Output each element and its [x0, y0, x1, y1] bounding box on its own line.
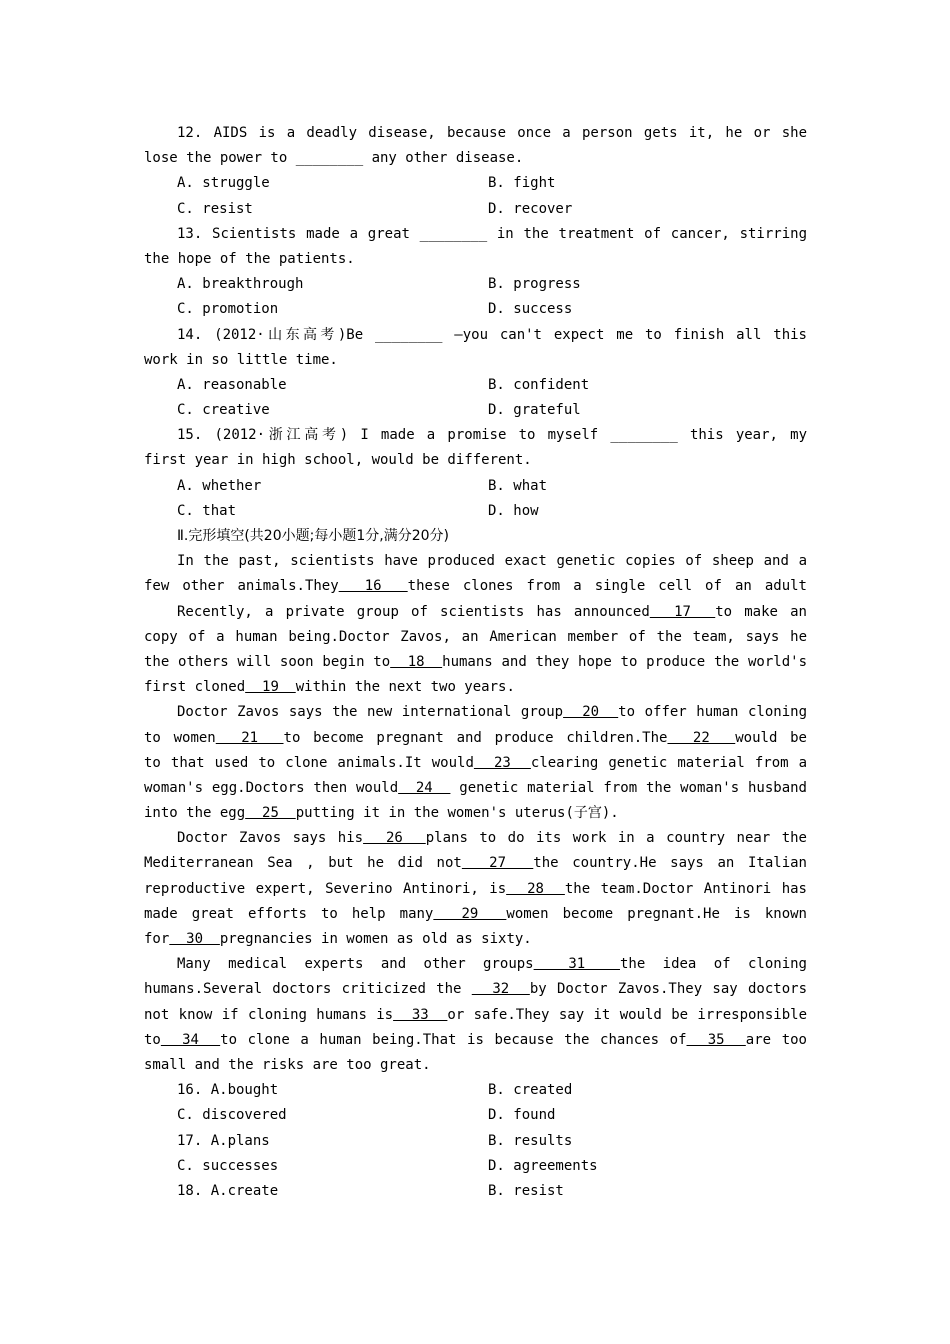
blank-24: 24: [398, 779, 451, 796]
passage-p2-line3: [144, 650, 807, 675]
passage-text: the team.Doctor Antinori has: [564, 880, 807, 897]
q13-options-row2: [144, 297, 807, 322]
passage-text: putting it in the women's uterus(子宫).: [295, 805, 619, 822]
q13-stem-line2: the hope of the patients.: [144, 250, 355, 267]
passage-text: are too: [745, 1031, 807, 1048]
passage-text: plans to do its work in a country near the: [425, 830, 807, 847]
passage-text: to become pregnant and produce children.The: [283, 729, 668, 746]
q15-stem-line1: 15. (2012·浙江高考) I made a promise to myself ________ this year, my: [177, 427, 807, 444]
q13-option-d: D. success: [488, 301, 573, 318]
q13-option-a: A. breakthrough: [177, 276, 304, 293]
passage-p1-line1: In the past, scientists have produced exact genetic copies of sheep and a: [177, 553, 807, 570]
passage-text: first cloned: [144, 679, 246, 696]
passage-p4-line1: [144, 826, 807, 851]
passage-text: or safe.They say it would be irresponsible: [447, 1006, 807, 1023]
q14-option-b: B. confident: [488, 376, 590, 393]
passage-p3-line2: [144, 726, 807, 751]
q13-option-c: C. promotion: [177, 301, 279, 318]
passage-text: pregnancies in women as old as sixty.: [219, 931, 532, 947]
passage-p3-line4: [144, 776, 807, 801]
q12-options-row1: [144, 171, 807, 196]
passage-p3-line1: [144, 700, 807, 725]
passage-text: by Doctor Zavos.They say doctors: [529, 981, 807, 998]
passage-text: Doctor Zavos says the new international group: [177, 704, 564, 721]
passage-text: Doctor Zavos says his: [177, 830, 364, 847]
blank-27: 27: [461, 855, 534, 872]
passage-p1-line2: [144, 574, 807, 599]
q14-stem-line1: 14. (2012·山东高考)Be ________ —you can't expect me to finish all this: [177, 326, 807, 343]
q15-option-d: D. how: [488, 502, 539, 519]
passage-p2-line2: copy of a human being.Doctor Zavos, an American member of the team, says he: [144, 628, 807, 645]
passage-text: made great efforts to help many: [144, 905, 434, 922]
passage-p3-line3: [144, 751, 807, 776]
q17-option-d: D. agreements: [488, 1157, 598, 1174]
blank-34: 34: [160, 1031, 221, 1048]
passage-text: to that used to clone animals.It would: [144, 754, 474, 771]
passage-p4-line2: [144, 851, 807, 876]
passage-text: clearing genetic material from a: [530, 754, 807, 771]
passage-text: to: [144, 1031, 161, 1048]
q15-option-a: A. whether: [177, 477, 262, 494]
q16-option-a: 16. A.bought: [177, 1082, 279, 1099]
passage-text: to offer human cloning: [618, 704, 807, 721]
q16-option-d: D. found: [488, 1107, 556, 1124]
passage-p2-line4: [144, 675, 807, 700]
passage-text: to clone a human being.That is because the chances of: [220, 1031, 687, 1048]
passage-text: within the next two years.: [295, 679, 515, 696]
passage-text: reproductive expert, Severino Antinori, is: [144, 880, 507, 897]
q16-option-c: C. discovered: [177, 1107, 287, 1124]
blank-25: 25: [245, 805, 296, 822]
passage-text: the country.He says an Italian: [533, 855, 807, 872]
passage-p4-line3: [144, 877, 807, 902]
passage-text: humans and they hope to produce the world's: [442, 653, 807, 670]
q17-options-row1: [144, 1129, 807, 1154]
q14-option-c: C. creative: [177, 402, 270, 419]
blank-22: 22: [667, 729, 736, 746]
q15-option-c: C. that: [177, 502, 237, 519]
passage-p4-line5: [144, 927, 807, 952]
passage-p5-line2: [144, 977, 807, 1002]
passage-p4-line4: [144, 902, 807, 927]
passage-p5-line5: small and the risks are too great.: [144, 1056, 431, 1073]
passage-text: Many medical experts and other groups: [177, 956, 534, 973]
blank-18: 18: [390, 653, 443, 670]
q18-option-b: B. resist: [488, 1182, 564, 1199]
blank-17: 17: [649, 603, 716, 620]
passage-p5-line4: [144, 1028, 807, 1053]
passage-text: humans.Several doctors criticized the: [144, 981, 472, 998]
blank-20: 20: [563, 704, 619, 721]
q14-options-row1: [144, 373, 807, 398]
blank-35: 35: [686, 1031, 746, 1048]
section-title-cloze: Ⅱ.完形填空(共20小题;每小题1分,满分20分): [177, 528, 449, 544]
passage-p5-line3: [144, 1003, 807, 1028]
blank-16: 16: [338, 578, 408, 595]
blank-26: 26: [363, 830, 426, 847]
passage-text: to women: [144, 729, 216, 746]
q17-options-row2: [144, 1154, 807, 1179]
passage-text: to make an: [715, 603, 807, 620]
q18-option-a: 18. A.create: [177, 1182, 279, 1199]
q12-option-a: A. struggle: [177, 175, 270, 192]
passage-text: Recently, a private group of scientists has announced: [177, 603, 650, 620]
passage-text: women become pregnant.He is known: [506, 905, 807, 922]
q16-options-row2: [144, 1103, 807, 1128]
blank-23: 23: [473, 754, 531, 771]
q13-stem-line1: 13. Scientists made a great ________ in the treatment of cancer, stirring: [177, 225, 807, 242]
q17-option-c: C. successes: [177, 1157, 279, 1174]
exam-page: [144, 121, 807, 1204]
q12-option-d: D. recover: [488, 200, 573, 217]
passage-text: Mediterranean Sea , but he did not: [144, 855, 462, 872]
q13-options-row1: [144, 272, 807, 297]
q17-option-a: 17. A.plans: [177, 1132, 270, 1149]
q12-option-c: C. resist: [177, 200, 253, 217]
passage-text: not know if cloning humans is: [144, 1006, 394, 1023]
q12-stem-line2: lose the power to ________ any other disease.: [144, 150, 524, 167]
blank-21: 21: [215, 729, 284, 746]
q14-options-row2: [144, 398, 807, 423]
blank-32: 32: [471, 981, 530, 998]
q15-option-b: B. what: [488, 477, 548, 494]
q12-option-b: B. fight: [488, 175, 556, 192]
passage-text: would be: [735, 729, 807, 746]
blank-19: 19: [245, 679, 296, 696]
q14-option-a: A. reasonable: [177, 376, 287, 393]
q15-stem-line2: first year in high school, would be different.: [144, 452, 532, 469]
q16-options-row1: [144, 1078, 807, 1103]
q17-option-b: B. results: [488, 1132, 573, 1149]
q15-options-row1: [144, 474, 807, 499]
passage-text: few other animals.They: [144, 578, 339, 595]
q14-stem-line2: work in so little time.: [144, 351, 338, 368]
q16-option-b: B. created: [488, 1082, 573, 1099]
passage-p5-line1: [144, 952, 807, 977]
blank-29: 29: [433, 905, 507, 922]
passage-text: genetic material from the woman's husband: [450, 779, 807, 796]
passage-p2-line1: [144, 600, 807, 625]
blank-28: 28: [506, 880, 565, 897]
passage-text: woman's egg.Doctors then would: [144, 779, 399, 796]
passage-p3-line5: [144, 801, 807, 826]
passage-text: the others will soon begin to: [144, 653, 391, 670]
passage-text: the idea of cloning: [619, 956, 807, 973]
q15-options-row2: [144, 499, 807, 524]
blank-30: 30: [169, 931, 220, 947]
q12-stem-line1: 12. AIDS is a deadly disease, because once a person gets it, he or she: [177, 125, 807, 141]
blank-31: 31: [533, 956, 620, 973]
q13-option-b: B. progress: [488, 276, 581, 293]
q12-options-row2: [144, 197, 807, 222]
blank-33: 33: [393, 1006, 448, 1023]
passage-text: these clones from a single cell of an adult: [407, 578, 807, 595]
q14-option-d: D. grateful: [488, 402, 581, 419]
passage-text: into the egg: [144, 805, 246, 822]
q18-options-row1: [144, 1179, 807, 1204]
passage-text: for: [144, 931, 170, 947]
